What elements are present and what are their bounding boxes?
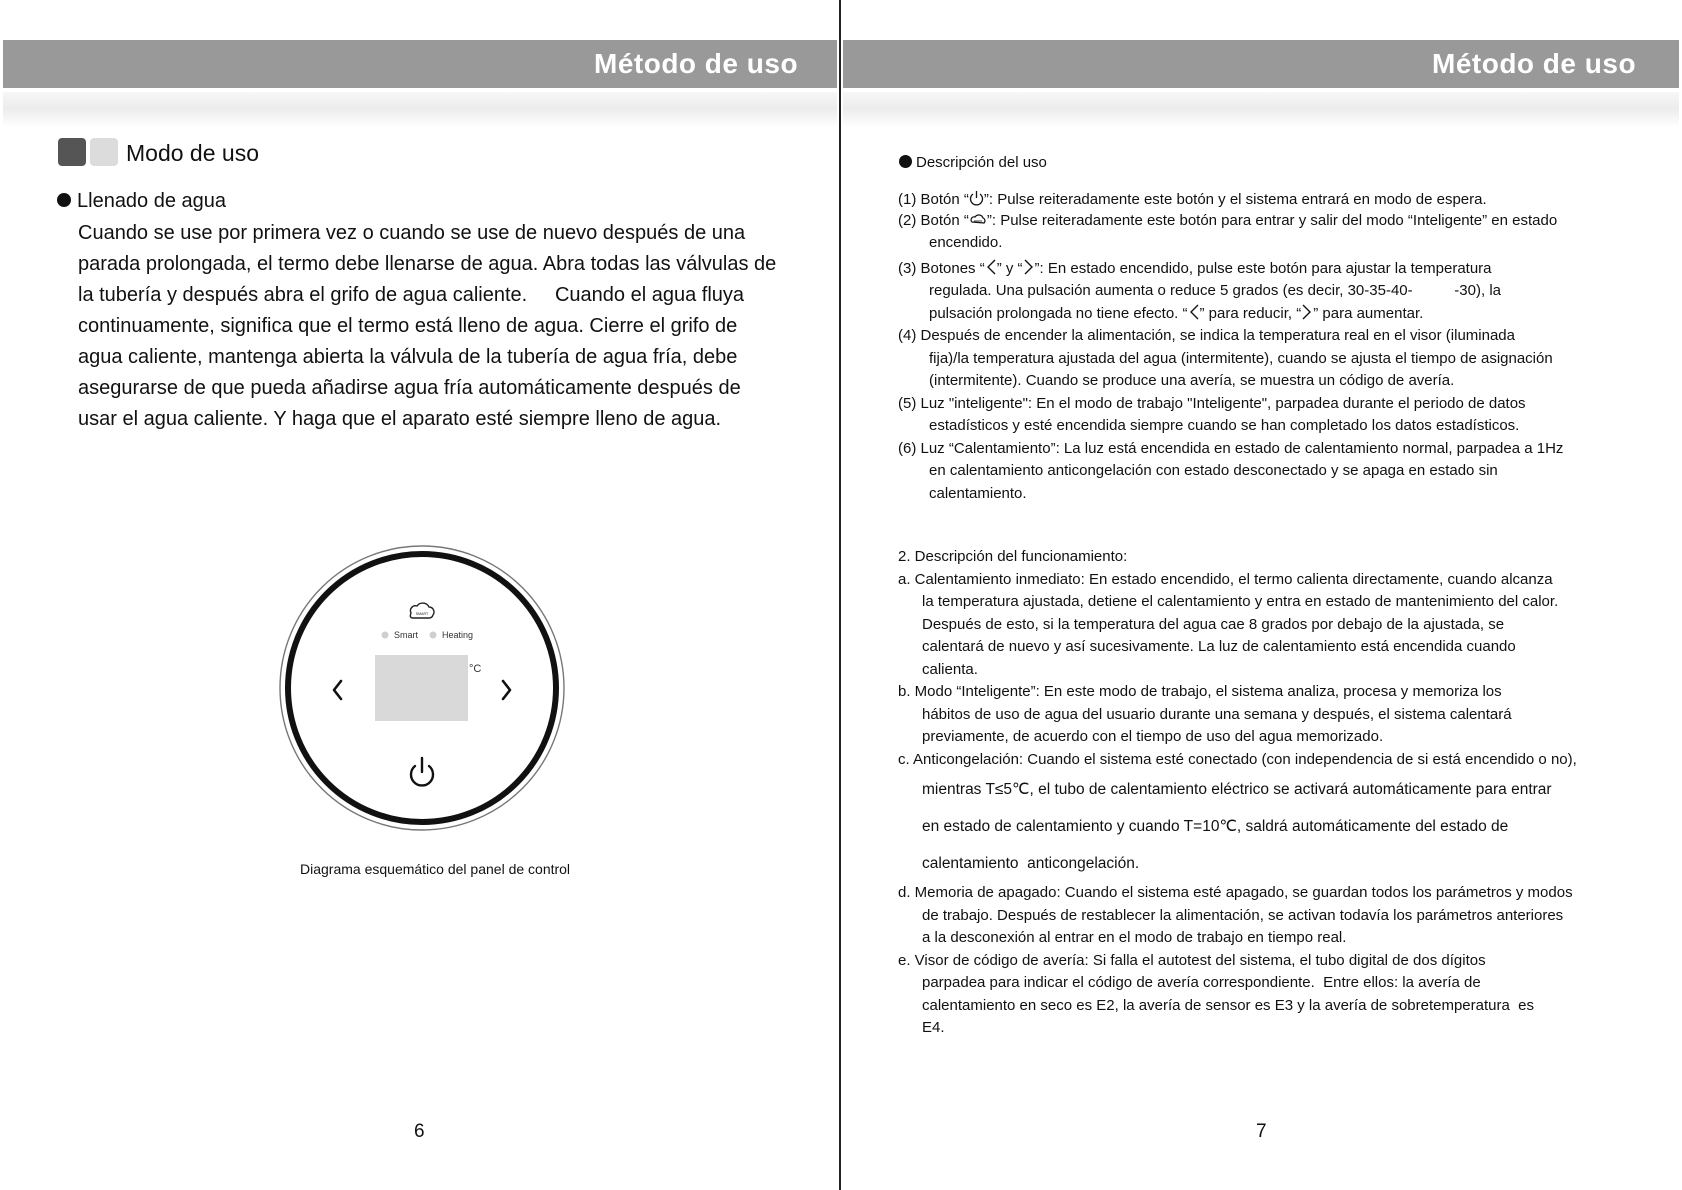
left-arrow-icon — [334, 681, 341, 699]
header-shade-left — [3, 92, 837, 128]
function-description: 2. Descripción del funcionamiento: a. Calentamiento inmediato: En estado encendido, el termo calienta directamente, cuando alcanza la temperatura ajustada, detiene el calentamiento y entra en estado de mantenimiento del calor. Después de esto, si la temperatura del agua cae 8 grados por debajo de la ajustada, se calentará de nuevo y así sucesivamente. La luz de calentamiento está encendida cuando calienta. b. Modo “Inteligente”: En este modo de trabajo, el sistema analiza, procesa y memoriza los hábitos de uso de agua del usuario durante una semana y después, el sistema calentará previamente, de acuerdo con el tiempo de uso del agua memorizado. c. Anticongelación: Cuando el sistema esté conectado (con independencia de si está encendido o no), mientras T≤5℃, el tubo de calentamiento eléctrico se activará automáticamente para entrar en estado de calentamiento y cuando T=10℃, saldrá automáticamente del estado de calentamiento anticongelación. d. Memoria de apagado: Cuando el sistema esté apagado, se guardan todos los parámetros y modos de trabajo. Después de restablecer la alimentación, se activan todavía los parámetros anteriores a la desconexión al entrar en el modo de trabajo en tiempo real. e. Visor de código de avería: Si falla el autotest del sistema, el tubo digital de dos dígitos parpadea para indicar el código de avería correspondiente. Entre ellos: la avería de calentamiento en seco es E2, la avería de sensor es E3 y la avería de sobretemperatura es E4. — [898, 548, 1577, 1036]
list-item: (5) Luz "inteligente": En el modo de trabajo "Inteligente", parpadea durante el periodo de datos estadísticos y esté encendida siempre cuando se han completado los datos estadísticos. — [898, 394, 1526, 434]
description-heading-text: Descripción del uso — [916, 154, 1047, 171]
paragraph-line: continuamente, significa que el termo está lleno de agua. Cierre el grifo de — [78, 315, 738, 337]
header-bar-left — [3, 40, 837, 88]
subheading-llenado — [57, 190, 226, 213]
smart-cloud-icon — [969, 212, 987, 226]
paragraph-line: agua caliente, mantenga abierta la válvula de la tubería de agua fría, debe — [78, 346, 738, 368]
usage-description-list — [898, 189, 1563, 505]
heating-indicator-light — [430, 632, 437, 639]
smart-indicator-light — [382, 632, 389, 639]
bullet-icon — [57, 193, 71, 207]
diagram-caption: Diagrama esquemático del panel de control — [300, 861, 571, 877]
paragraph-line: usar el agua caliente. Y haga que el aparato esté siempre lleno de agua. — [78, 408, 722, 430]
description-heading — [899, 154, 1047, 171]
paragraph-line: asegurarse de que pueda añadirse agua fría automáticamente después de — [78, 377, 741, 399]
right-arrow-icon — [503, 681, 510, 699]
header-title-left: Método de uso — [594, 48, 799, 79]
list-item: (2) Botón “ ”: Pulse reiteradamente este botón para entrar y salir del modo “Inteligente” en estado encendido. — [898, 211, 1558, 251]
smart-badge-text: SMART — [415, 612, 429, 616]
list-item: (1) Botón “ ”: Pulse reiteradamente este botón y el sistema entrará en modo de espera. — [898, 191, 1487, 208]
header-title-right: Método de uso — [1432, 48, 1637, 79]
bullet-icon — [899, 155, 912, 168]
paragraph-line: la tubería y después abra el grifo de agua caliente. Cuando el agua fluya — [78, 284, 745, 306]
section-square-light-icon — [90, 138, 118, 166]
paragraph-line: Cuando se use por primera vez o cuando se use de nuevo después de una — [78, 222, 746, 244]
celsius-unit: °C — [469, 663, 482, 675]
page-divider — [839, 0, 841, 1190]
power-icon — [969, 190, 984, 206]
smart-label: Smart — [394, 630, 419, 640]
list-item: (6) Luz “Calentamiento”: La luz está encendida en estado de calentamiento normal, parpadea a 1Hz en calentamiento anticongelación con estado desconectado y se apaga en estado sin calentamiento. — [898, 439, 1564, 502]
right-arrow-icon — [1023, 259, 1035, 275]
control-panel-diagram — [278, 544, 566, 832]
paragraph-line: parada prolongada, el termo debe llenarse de agua. Abra todas las válvulas de — [78, 253, 777, 275]
function-heading: 2. Descripción del funcionamiento: — [898, 548, 1128, 565]
power-icon — [411, 758, 433, 785]
heating-label: Heating — [442, 630, 474, 640]
header-shade-right — [843, 92, 1679, 128]
left-arrow-icon — [1188, 304, 1200, 320]
header-bar-right — [843, 40, 1679, 88]
list-item: (4) Después de encender la alimentación, se indica la temperatura real en el visor (iluminada fija)/la temperatura ajustada del agua (intermitente), cuando se ajusta el tiempo de asignación (intermitente). Cuando se produce una avería, se muestra un código de avería. — [898, 327, 1553, 389]
right-arrow-icon — [1301, 304, 1313, 320]
smart-cloud-icon — [410, 603, 434, 618]
page-number-left: 6 — [414, 1121, 425, 1142]
subheading-text: Llenado de agua — [77, 190, 227, 212]
list-item: (3) Botones “ ” y “ ”: En estado encendido, pulse este botón para ajustar la temperatura regulada. Una pulsación aumenta o reduce 5 grados (es decir, 30-35-40- -30), la pulsación prolongada no tiene efecto. “ ” para reducir, “ ” para aumentar. — [898, 259, 1501, 322]
display-screen — [375, 655, 468, 721]
section-square-dark-icon — [58, 138, 86, 166]
section-title-text: Modo de uso — [126, 140, 259, 166]
left-arrow-icon — [985, 259, 997, 275]
fill-paragraph — [78, 218, 798, 435]
page-number-right: 7 — [1256, 1121, 1267, 1142]
